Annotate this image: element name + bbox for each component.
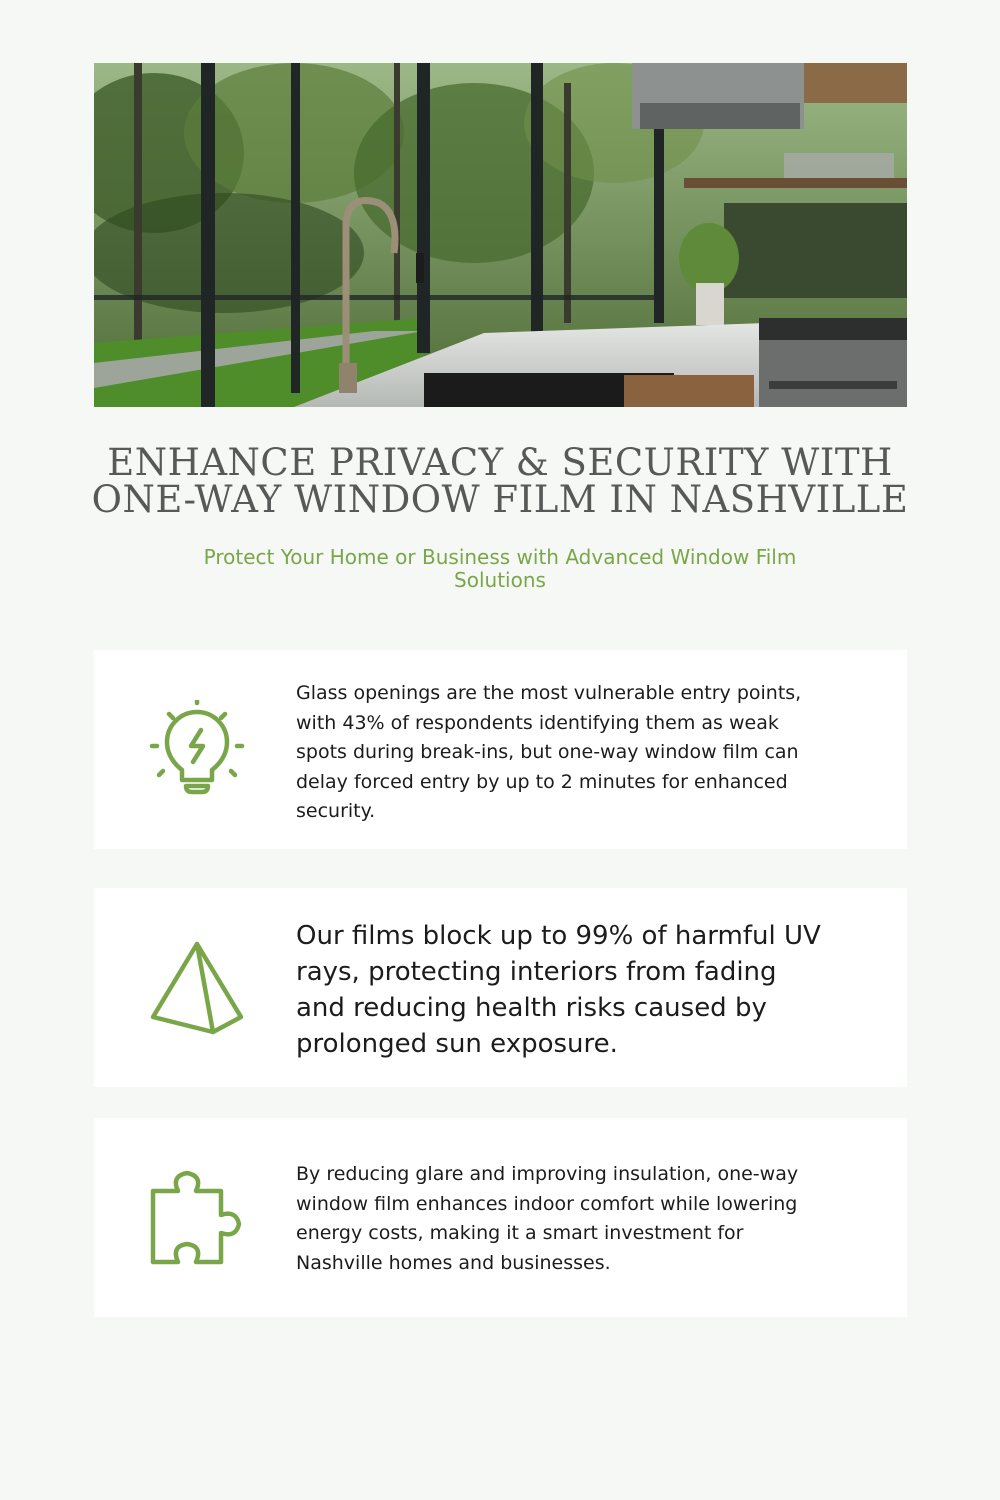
pyramid-icon — [147, 938, 247, 1038]
page-title-line-1: ENHANCE PRIVACY & SECURITY WITH — [107, 441, 893, 484]
feature-card-security — [94, 650, 907, 849]
feature-text-security: Glass openings are the most vulnerable entry points, with 43% of respondents identifying them as weak spots during break-ins, but one-way window film can delay forced entry by up to 2 minutes for enhanced security. — [296, 682, 802, 822]
page-title — [40, 441, 960, 521]
feature-card-uv — [94, 888, 907, 1087]
feature-text-uv: Our films block up to 99% of harmful UV rays, protecting interiors from fading and reducing health risks caused by prolonged sun exposure. — [296, 921, 821, 1059]
lightbulb-icon — [147, 700, 247, 800]
puzzle-piece-icon — [147, 1168, 247, 1268]
page-title-line-2: ONE-WAY WINDOW FILM IN NASHVILLE — [91, 478, 909, 521]
feature-text-comfort: By reducing glare and improving insulation, one-way window film enhances indoor comfort while lowering energy costs, making it a smart investment for Nashville homes and businesses. — [296, 1163, 799, 1274]
feature-card-comfort — [94, 1118, 907, 1317]
page-subtitle: Protect Your Home or Business with Advanced Window Film Solutions — [203, 545, 797, 592]
hero-image — [94, 63, 907, 407]
